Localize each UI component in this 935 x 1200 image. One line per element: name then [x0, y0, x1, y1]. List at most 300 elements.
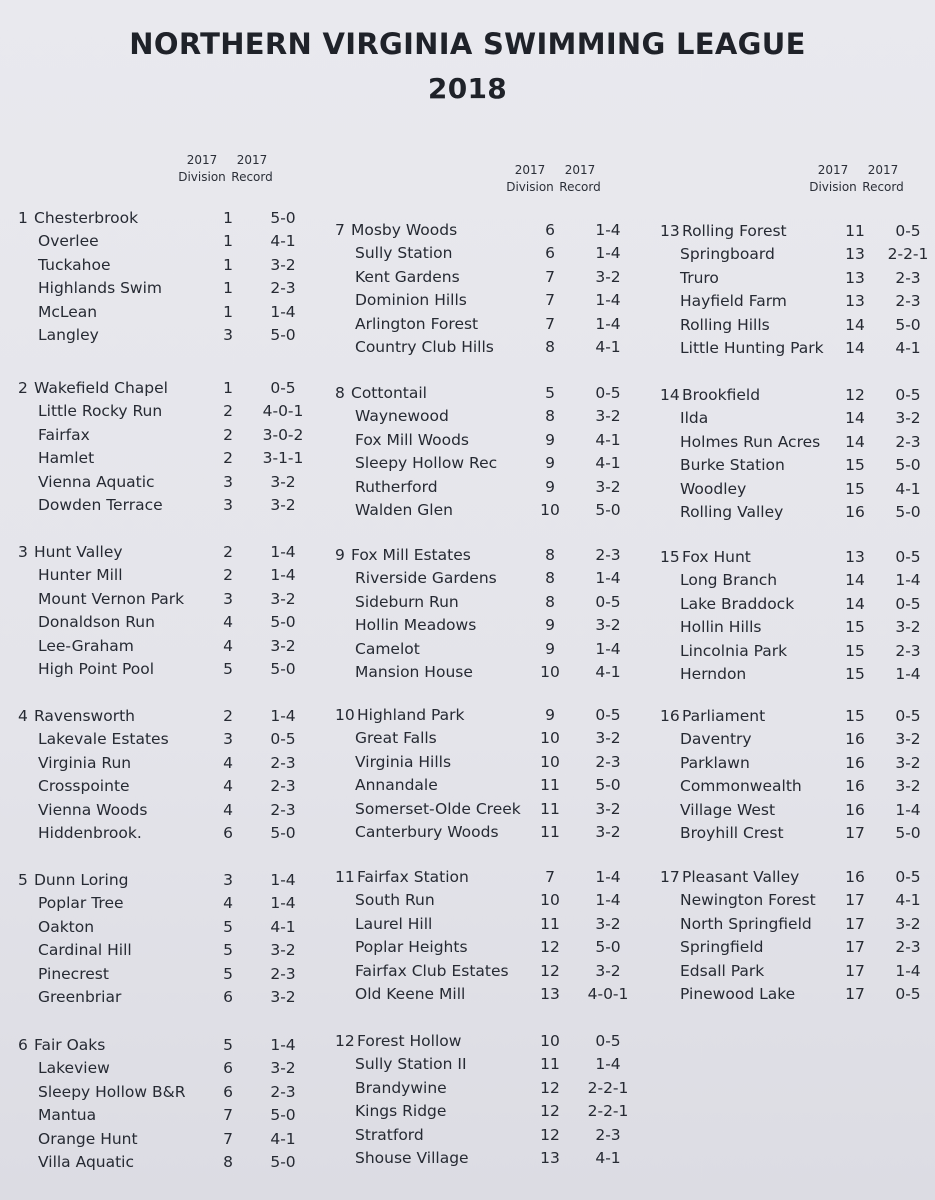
prior-record: 2-2-1	[887, 245, 929, 264]
division-block	[660, 546, 935, 686]
team-row	[18, 1081, 318, 1104]
team-name: Rolling Forest	[682, 222, 787, 240]
team-name: Highland Park	[357, 706, 465, 724]
team-name: Annandale	[355, 776, 438, 795]
prior-record: 4-1	[595, 337, 621, 356]
team-name: Sleepy Hollow Rec	[355, 454, 498, 473]
prior-record: 2-3	[270, 1082, 296, 1101]
prior-record: 4-1	[595, 430, 621, 449]
team-row	[660, 290, 935, 313]
prior-record: 3-2	[270, 589, 296, 608]
team-name: Overlee	[38, 232, 99, 251]
prior-record: 3-2	[595, 729, 621, 748]
team-name: Highlands Swim	[38, 279, 163, 298]
division-block	[335, 382, 635, 522]
prior-record: 1-4	[595, 891, 621, 910]
prior-record: 3-2	[895, 618, 921, 637]
prior-division: 5	[223, 964, 233, 983]
division-block	[335, 544, 635, 684]
prior-division: 3	[223, 730, 233, 749]
prior-record: 0-5	[595, 592, 621, 611]
prior-division: 6	[545, 244, 555, 263]
team-row	[660, 337, 935, 360]
prior-record: 3-2	[595, 799, 621, 818]
team-row	[335, 313, 635, 336]
team-row	[18, 728, 318, 751]
prior-record: 3-2	[895, 409, 921, 428]
prior-record: 2-3	[270, 777, 296, 796]
prior-record: 3-0-2	[262, 425, 304, 444]
prior-division: 14	[845, 432, 865, 451]
prior-division: 10	[540, 662, 560, 681]
prior-record: 0-5	[595, 1032, 621, 1050]
team-row	[18, 916, 318, 939]
team-row	[660, 960, 935, 983]
prior-division: 5	[545, 384, 555, 402]
prior-record: 4-1	[595, 1148, 621, 1167]
team-name: Great Falls	[355, 729, 437, 748]
team-row	[18, 892, 318, 915]
team-row	[18, 588, 318, 611]
prior-division: 14	[845, 315, 865, 334]
prior-division: 2	[223, 425, 233, 444]
prior-record: 3-2	[895, 753, 921, 772]
team-name: Orange Hunt	[38, 1129, 138, 1148]
team-row	[18, 1034, 318, 1057]
prior-record: 5-0	[270, 1152, 296, 1171]
team-name: Sideburn Run	[355, 592, 459, 611]
prior-division: 8	[545, 407, 555, 426]
prior-division: 11	[540, 776, 560, 795]
prior-division: 13	[540, 1148, 560, 1167]
prior-record: 5-0	[895, 823, 921, 842]
team-row	[18, 541, 318, 564]
team-name: Ilda	[680, 409, 709, 428]
team-name: Pleasant Valley	[682, 868, 800, 886]
prior-record: 0-5	[895, 548, 921, 566]
team-row	[335, 638, 635, 661]
prior-division: 6	[223, 1059, 233, 1078]
team-row	[660, 593, 935, 616]
team-name: Hollin Hills	[680, 618, 762, 637]
team-name: Hunter Mill	[38, 566, 123, 585]
division-block	[335, 704, 635, 844]
team-row	[335, 889, 635, 912]
prior-division: 15	[845, 707, 865, 725]
team-row	[335, 866, 635, 889]
team-row	[660, 569, 935, 592]
prior-record: 5-0	[595, 500, 621, 519]
team-row	[335, 499, 635, 522]
team-name: Fair Oaks	[34, 1036, 106, 1054]
prior-division: 1	[223, 279, 233, 298]
division-number: 2	[18, 379, 28, 397]
prior-record: 1-4	[270, 566, 296, 585]
division-block	[18, 1034, 318, 1174]
division-number: 14	[660, 386, 680, 404]
prior-division: 5	[223, 941, 233, 960]
prior-division: 1	[223, 255, 233, 274]
team-row	[18, 1128, 318, 1151]
team-name: Laurel Hill	[355, 914, 433, 933]
division-number: 8	[335, 384, 345, 402]
team-name: Hunt Valley	[34, 543, 123, 561]
team-row	[18, 254, 318, 277]
prior-division: 5	[223, 659, 233, 678]
team-row	[18, 869, 318, 892]
prior-record: 1-4	[895, 961, 921, 980]
team-name: Sully Station II	[355, 1055, 467, 1074]
prior-record: 0-5	[895, 984, 921, 1003]
prior-division: 10	[540, 500, 560, 519]
prior-division: 16	[845, 730, 865, 749]
prior-division: 10	[540, 729, 560, 748]
division-block	[335, 219, 635, 359]
prior-division: 14	[845, 571, 865, 590]
team-name: Parklawn	[680, 753, 750, 772]
prior-division: 16	[845, 753, 865, 772]
division-block	[335, 866, 635, 1006]
team-row	[18, 705, 318, 728]
prior-division: 3	[223, 325, 233, 344]
division-block	[18, 705, 318, 845]
header-2017-record: 2017 Record	[559, 163, 601, 194]
prior-record: 4-1	[895, 891, 921, 910]
prior-division: 12	[845, 386, 865, 404]
prior-division: 15	[845, 664, 865, 683]
prior-division: 17	[845, 961, 865, 980]
prior-record: 4-1	[595, 454, 621, 473]
prior-division: 16	[845, 502, 865, 521]
team-row	[660, 705, 935, 728]
team-name: Hayfield Farm	[680, 292, 787, 311]
prior-division: 16	[845, 777, 865, 796]
prior-division: 11	[540, 1055, 560, 1074]
prior-division: 7	[545, 267, 555, 286]
team-name: Fox Hunt	[682, 548, 751, 566]
prior-record: 3-2	[270, 941, 296, 960]
team-row	[335, 798, 635, 821]
prior-record: 5-0	[270, 209, 296, 227]
team-row	[335, 476, 635, 499]
prior-record: 0-5	[595, 706, 621, 724]
team-row	[335, 913, 635, 936]
team-row	[18, 775, 318, 798]
prior-record: 3-2	[595, 961, 621, 980]
division-block	[660, 220, 935, 360]
team-name: Village West	[680, 800, 776, 819]
team-row	[335, 1053, 635, 1076]
team-name: Tuckahoe	[38, 255, 111, 274]
team-row	[335, 289, 635, 312]
prior-division: 8	[545, 337, 555, 356]
team-row	[660, 640, 935, 663]
division-number: 12	[335, 1032, 355, 1050]
prior-record: 1-4	[595, 868, 621, 886]
team-name: Wakefield Chapel	[34, 379, 168, 397]
team-name: Rolling Hills	[680, 315, 770, 334]
prior-division: 12	[540, 961, 560, 980]
prior-division: 8	[545, 569, 555, 588]
team-name: Greenbriar	[38, 987, 122, 1006]
header-2017-division: 2017 Division	[178, 153, 226, 184]
team-name: Newington Forest	[680, 891, 816, 910]
team-row	[335, 751, 635, 774]
team-name: Virginia Hills	[355, 752, 452, 771]
division-block	[18, 541, 318, 681]
prior-record: 5-0	[270, 823, 296, 842]
prior-record: 3-2	[270, 1059, 296, 1078]
team-row	[335, 983, 635, 1006]
prior-record: 1-4	[270, 543, 296, 561]
prior-division: 9	[545, 430, 555, 449]
prior-record: 3-2	[595, 267, 621, 286]
team-name: Dowden Terrace	[38, 495, 163, 514]
header-2017-record: 2017 Record	[231, 153, 273, 184]
team-name: Springfield	[680, 938, 764, 957]
team-name: Villa Aquatic	[38, 1152, 135, 1171]
team-name: Hiddenbrook.	[38, 823, 142, 842]
team-row	[335, 429, 635, 452]
team-name: Sully Station	[355, 244, 453, 263]
team-row	[18, 799, 318, 822]
prior-record: 3-2	[595, 822, 621, 841]
team-row	[335, 1147, 635, 1170]
team-row	[18, 424, 318, 447]
division-block	[18, 869, 318, 1009]
team-name: Rutherford	[355, 477, 438, 496]
prior-division: 15	[845, 641, 865, 660]
team-row	[660, 220, 935, 243]
prior-record: 3-2	[270, 472, 296, 491]
prior-record: 2-3	[270, 964, 296, 983]
team-name: McLean	[38, 302, 98, 321]
team-name: Fairfax Station	[357, 868, 469, 886]
prior-record: 1-4	[270, 1036, 296, 1054]
prior-record: 1-4	[895, 664, 921, 683]
team-row	[335, 614, 635, 637]
prior-record: 2-3	[895, 292, 921, 311]
team-name: Old Keene Mill	[355, 984, 466, 1003]
team-name: Camelot	[355, 639, 420, 658]
prior-division: 17	[845, 938, 865, 957]
team-row	[18, 939, 318, 962]
prior-division: 4	[223, 894, 233, 913]
team-name: Langley	[38, 325, 99, 344]
prior-division: 3	[223, 495, 233, 514]
team-row	[335, 219, 635, 242]
prior-division: 12	[540, 938, 560, 957]
team-row	[660, 775, 935, 798]
prior-record: 5-0	[595, 776, 621, 795]
team-row	[18, 1104, 318, 1127]
team-row	[18, 324, 318, 347]
team-row	[335, 661, 635, 684]
team-name: Chesterbrook	[34, 209, 139, 227]
team-name: Canterbury Woods	[355, 822, 499, 841]
team-name: Vienna Woods	[38, 800, 148, 819]
prior-record: 2-3	[595, 752, 621, 771]
prior-record: 1-4	[595, 639, 621, 658]
prior-record: 5-0	[895, 315, 921, 334]
prior-division: 8	[545, 546, 555, 564]
prior-record: 0-5	[895, 707, 921, 725]
prior-division: 4	[223, 613, 233, 632]
division-number: 13	[660, 222, 680, 240]
prior-record: 3-2	[270, 255, 296, 274]
prior-division: 17	[845, 914, 865, 933]
team-row	[335, 821, 635, 844]
team-name: Cardinal Hill	[38, 941, 132, 960]
prior-division: 12	[540, 1125, 560, 1144]
division-block	[18, 377, 318, 517]
team-row	[660, 501, 935, 524]
prior-division: 9	[545, 706, 555, 724]
prior-division: 7	[545, 868, 555, 886]
division-number: 9	[335, 546, 345, 564]
team-row	[660, 728, 935, 751]
division-number: 4	[18, 707, 28, 725]
prior-record: 2-3	[895, 432, 921, 451]
page-year: 2018	[427, 72, 508, 105]
prior-division: 7	[223, 1129, 233, 1148]
team-row	[18, 986, 318, 1009]
division-number: 16	[660, 707, 680, 725]
team-name: Broyhill Crest	[680, 823, 784, 842]
prior-record: 3-2	[595, 914, 621, 933]
team-row	[335, 936, 635, 959]
team-row	[660, 866, 935, 889]
prior-record: 4-1	[895, 338, 921, 357]
team-row	[660, 546, 935, 569]
prior-record: 4-1	[595, 662, 621, 681]
prior-record: 0-5	[895, 386, 921, 404]
division-block	[660, 705, 935, 845]
prior-record: 1-4	[595, 314, 621, 333]
team-name: Truro	[680, 268, 719, 287]
team-row	[660, 267, 935, 290]
division-number: 10	[335, 706, 355, 724]
team-name: Commonwealth	[680, 777, 802, 796]
prior-record: 4-1	[270, 232, 296, 251]
prior-record: 4-0-1	[262, 402, 304, 421]
prior-record: 5-0	[270, 1106, 296, 1125]
prior-division: 3	[223, 472, 233, 491]
prior-division: 17	[845, 823, 865, 842]
team-row	[335, 336, 635, 359]
prior-division: 3	[223, 871, 233, 889]
team-name: Arlington Forest	[355, 314, 479, 333]
team-name: High Point Pool	[38, 659, 155, 678]
team-name: Fox Mill Estates	[351, 546, 471, 564]
team-name: Brandywine	[355, 1078, 447, 1097]
team-name: Mount Vernon Park	[38, 589, 185, 608]
team-row	[18, 494, 318, 517]
prior-record: 1-4	[595, 221, 621, 239]
team-name: Cottontail	[351, 384, 427, 402]
prior-division: 9	[545, 616, 555, 635]
prior-division: 17	[845, 984, 865, 1003]
team-name: Lincolnia Park	[680, 641, 788, 660]
prior-record: 1-4	[270, 894, 296, 913]
prior-division: 15	[845, 618, 865, 637]
team-name: Edsall Park	[680, 961, 765, 980]
page-title: NORTHERN VIRGINIA SWIMMING LEAGUE	[129, 27, 806, 61]
team-row	[660, 384, 935, 407]
prior-record: 1-4	[595, 244, 621, 263]
team-name: Shouse Village	[355, 1148, 469, 1167]
team-row	[335, 405, 635, 428]
team-row	[18, 635, 318, 658]
team-row	[335, 1100, 635, 1123]
prior-division: 13	[845, 245, 865, 264]
team-row	[18, 207, 318, 230]
prior-record: 3-2	[895, 914, 921, 933]
division-number: 1	[18, 209, 28, 227]
team-row	[335, 567, 635, 590]
prior-division: 7	[223, 1106, 233, 1125]
team-name: Crosspointe	[38, 777, 130, 796]
team-name: Daventry	[680, 730, 752, 749]
team-row	[18, 230, 318, 253]
team-row	[18, 963, 318, 986]
prior-division: 14	[845, 409, 865, 428]
prior-division: 9	[545, 639, 555, 658]
team-name: Dunn Loring	[34, 871, 129, 889]
team-name: Holmes Run Acres	[680, 432, 821, 451]
team-name: Poplar Heights	[355, 938, 468, 957]
prior-record: 4-1	[270, 1129, 296, 1148]
prior-record: 2-3	[270, 753, 296, 772]
prior-record: 0-5	[895, 868, 921, 886]
prior-record: 5-0	[270, 613, 296, 632]
prior-division: 8	[545, 592, 555, 611]
team-name: Waynewood	[355, 407, 449, 426]
team-row	[335, 544, 635, 567]
prior-division: 11	[540, 822, 560, 841]
prior-record: 0-5	[270, 379, 296, 397]
prior-division: 8	[223, 1152, 233, 1171]
team-row	[18, 377, 318, 400]
team-row	[660, 243, 935, 266]
prior-division: 4	[223, 777, 233, 796]
prior-division: 10	[540, 1032, 560, 1050]
team-name: Dominion Hills	[355, 291, 467, 310]
team-name: Burke Station	[680, 456, 785, 475]
team-row	[18, 447, 318, 470]
prior-division: 1	[223, 232, 233, 251]
team-row	[335, 727, 635, 750]
team-name: Long Branch	[680, 571, 778, 590]
prior-division: 6	[223, 1082, 233, 1101]
prior-record: 2-3	[270, 800, 296, 819]
team-row	[660, 936, 935, 959]
prior-record: 2-3	[270, 279, 296, 298]
prior-record: 1-4	[895, 571, 921, 590]
team-name: Stratford	[355, 1125, 424, 1144]
prior-division: 5	[223, 917, 233, 936]
team-name: Sleepy Hollow B&R	[38, 1082, 186, 1101]
prior-division: 2	[223, 402, 233, 421]
prior-record: 0-5	[595, 384, 621, 402]
team-row	[18, 400, 318, 423]
prior-record: 5-0	[595, 938, 621, 957]
team-row	[335, 704, 635, 727]
team-name: Country Club Hills	[355, 337, 494, 356]
team-row	[18, 1151, 318, 1174]
prior-division: 7	[545, 291, 555, 310]
prior-record: 3-2	[895, 777, 921, 796]
